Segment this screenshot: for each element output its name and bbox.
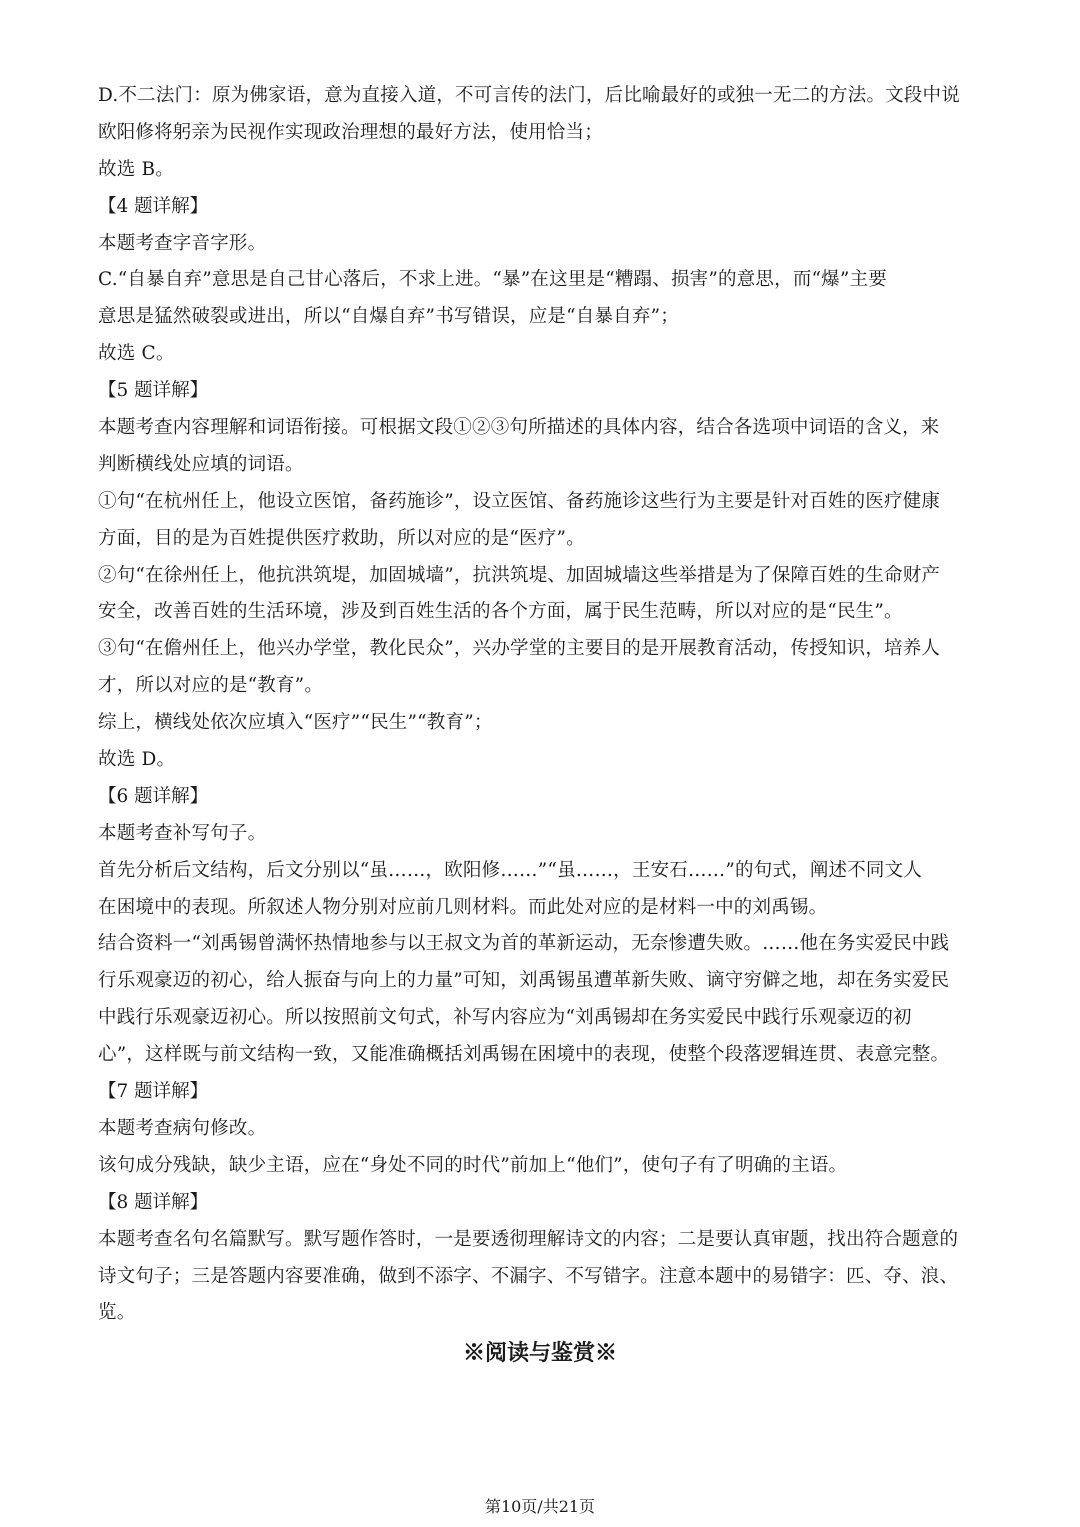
text-line: ③句“在儋州任上，他兴办学堂，教化民众”，兴办学堂的主要目的是开展教育活动，传授知识，培养人 — [98, 638, 941, 660]
section-title: ※阅读与鉴赏※ — [462, 1340, 617, 1366]
text-line: 本题考查内容理解和词语衔接。可根据文段①②③句所描述的具体内容，结合各选项中词语的含义，来 — [98, 417, 940, 439]
text-line: 在困境中的表现。所叙述人物分别对应前几则材料。而此处对应的是材料一中的刘禹锡。 — [98, 896, 828, 918]
text-line: 本题考查补写句子。 — [98, 822, 267, 844]
question-heading: 【6 题详解】 — [98, 785, 209, 807]
text-line: 览。 — [98, 1302, 136, 1324]
text-line: 判断横线处应填的词语。 — [98, 453, 304, 475]
text-line: 方面，目的是为百姓提供医疗救助，所以对应的是“医疗”。 — [98, 527, 585, 549]
text-line: 该句成分残缺，缺少主语，应在“身处不同的时代”前加上“他们”，使句子有了明确的主语。 — [98, 1154, 848, 1176]
text-line: D.不二法门：原为佛家语，意为直接入道，不可言传的法门，后比喻最好的或独一无二的方法。文段中说 — [98, 85, 960, 106]
text-line: 心”，这样既与前文结构一致，又能准确概括刘禹锡在困境中的表现，使整个段落逻辑连贯、表意完整。 — [98, 1044, 950, 1066]
question-heading: 【5 题详解】 — [98, 380, 209, 402]
text-line: 故选 C。 — [98, 343, 175, 365]
question-heading: 【7 题详解】 — [98, 1081, 209, 1103]
text-line: 意思是猛然破裂或进出，所以“自爆自弃”书写错误，应是“自暴自弃”； — [98, 306, 679, 328]
text-line: 本题考查字音字形。 — [98, 232, 267, 254]
question-heading: 【8 题详解】 — [98, 1191, 209, 1213]
text-line: ①句“在杭州任上，他设立医馆，备药施诊”，设立医馆、备药施诊这些行为主要是针对百姓的医疗健康 — [98, 490, 941, 512]
text-line: 故选 D。 — [98, 749, 176, 771]
page-number: 第10页/共21页 — [484, 1497, 596, 1516]
text-line: 诗文句子；三是答题内容要准确，做到不添字、不漏字、不写错字。注意本题中的易错字：匹、夺、浪、 — [98, 1265, 959, 1287]
text-line: 本题考查病句修改。 — [98, 1117, 267, 1139]
text-line: 故选 B。 — [98, 158, 174, 180]
text-line: 综上，横线处依次应填入“医疗”“民生”“教育”； — [98, 712, 493, 734]
text-line: 结合资料一“刘禹锡曾满怀热情地参与以王叔文为首的革新运动，无奈惨遭失败。……他在务实爱民中践 — [98, 933, 950, 955]
text-line: 行乐观豪迈的初心，给人振奋与向上的力量”可知，刘禹锡虽遭革新失败、谪守穷僻之地，却在务实爱民 — [98, 970, 950, 992]
text-line: 首先分析后文结构，后文分别以“虽……，欧阳修……”“虽……，王安石……”的句式，阐述不同文人 — [98, 859, 923, 881]
document-body — [98, 78, 982, 1332]
text-line: 才，所以对应的是“教育”。 — [98, 675, 324, 697]
text-line: ②句“在徐州任上，他抗洪筑堤，加固城墙”，抗洪筑堤、加固城墙这些举措是为了保障百姓的生命财产 — [98, 564, 941, 586]
text-line: C.“自暴自弃”意思是自己甘心落后，不求上进。“暴”在这里是“糟蹋、损害”的意思，而“爆”主要 — [98, 269, 887, 291]
text-line: 安全，改善百姓的生活环境，涉及到百姓生活的各个方面，属于民生范畴，所以对应的是“民生”。 — [98, 601, 903, 623]
text-line: 中践行乐观豪迈初心。所以按照前文句式，补写内容应为“刘禹锡却在务实爱民中践行乐观豪迈的初 — [98, 1007, 912, 1029]
question-heading: 【4 题详解】 — [98, 195, 209, 217]
text-line: 欧阳修将躬亲为民视作实现政治理想的最好方法，使用恰当； — [98, 121, 603, 143]
text-line: 本题考查名句名篇默写。默写题作答时，一是要透彻理解诗文的内容；二是要认真审题，找出符合题意的 — [98, 1228, 959, 1250]
